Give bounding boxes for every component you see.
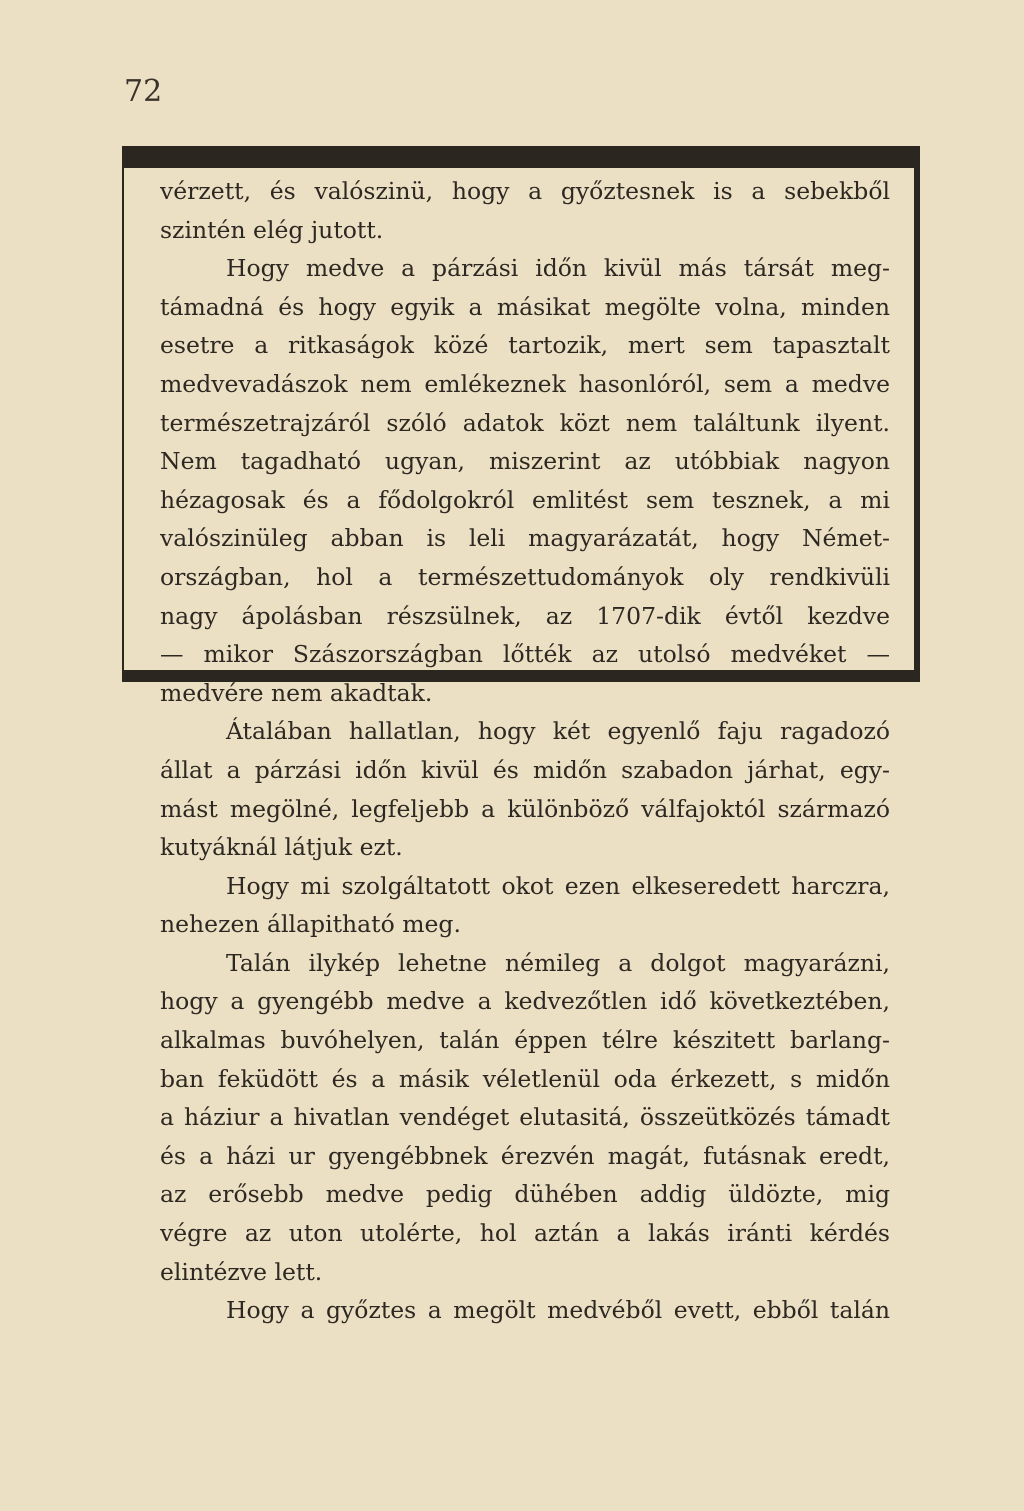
body-text xyxy=(160,172,890,1330)
text-line: Hogy mi szolgáltatott okot ezen elkeseredett harczra, xyxy=(226,871,890,900)
text-line: állat a párzási időn kivül és midőn szabadon járhat, egy- xyxy=(160,755,890,784)
text-line: Hogy medve a párzási időn kivül más társát meg- xyxy=(226,254,890,283)
text-line: kutyáknál látjuk ezt. xyxy=(160,833,403,862)
text-line: Nem tagadható ugyan, miszerint az utóbbiak nagyon xyxy=(160,447,890,476)
text-line: végre az uton utolérte, hol aztán a lakás iránti kérdés xyxy=(160,1219,890,1248)
text-line: valószinüleg abban is leli magyarázatát, hogy Német- xyxy=(160,524,890,553)
text-line: természetrajzáról szóló adatok közt nem találtunk ilyent. xyxy=(160,408,890,437)
text-line: Hogy a győztes a megölt medvéből evett, ebből talán xyxy=(226,1296,890,1325)
text-line: esetre a ritkaságok közé tartozik, mert sem tapasztalt xyxy=(160,331,890,360)
text-line: támadná és hogy egyik a másikat megölte volna, minden xyxy=(160,292,890,321)
text-line: elintézve lett. xyxy=(160,1257,323,1286)
text-line: mást megölné, legfeljebb a különböző válfajoktól származó xyxy=(160,794,890,823)
text-line: országban, hol a természettudományok oly rendkivüli xyxy=(160,562,890,591)
text-line: nehezen állapitható meg. xyxy=(160,910,461,939)
text-line: medvére nem akadtak. xyxy=(160,678,433,707)
text-line: a háziur a hivatlan vendéget elutasitá, összeütközés támadt xyxy=(160,1103,890,1132)
text-line: hogy a gyengébb medve a kedvezőtlen idő következtében, xyxy=(160,987,890,1016)
text-line: alkalmas buvóhelyen, talán éppen télre készitett barlang- xyxy=(160,1026,890,1055)
text-line: az erősebb medve pedig dühében addig üldözte, mig xyxy=(160,1180,890,1209)
text-line: Talán ilykép lehetne némileg a dolgot magyarázni, xyxy=(226,948,890,977)
text-line: és a házi ur gyengébbnek érezvén magát, futásnak eredt, xyxy=(160,1141,890,1170)
text-line: szintén elég jutott. xyxy=(160,215,384,244)
page-number: 72 xyxy=(124,74,163,109)
text-line: — mikor Szászországban lőtték az utolsó medvéket — xyxy=(160,640,890,669)
text-line: hézagosak és a fődolgokról emlitést sem tesznek, a mi xyxy=(160,485,890,514)
text-line: Átalában hallatlan, hogy két egyenlő faju ragadozó xyxy=(226,717,890,746)
text-line: ban feküdött és a másik véletlenül oda érkezett, s midőn xyxy=(160,1064,890,1093)
text-line: vérzett, és valószinü, hogy a győztesnek is a sebekből xyxy=(160,177,890,205)
text-line: nagy ápolásban részsülnek, az 1707-dik évtől kezdve xyxy=(160,601,890,630)
text-line: medvevadászok nem emlékeznek hasonlóról, sem a medve xyxy=(160,369,890,398)
